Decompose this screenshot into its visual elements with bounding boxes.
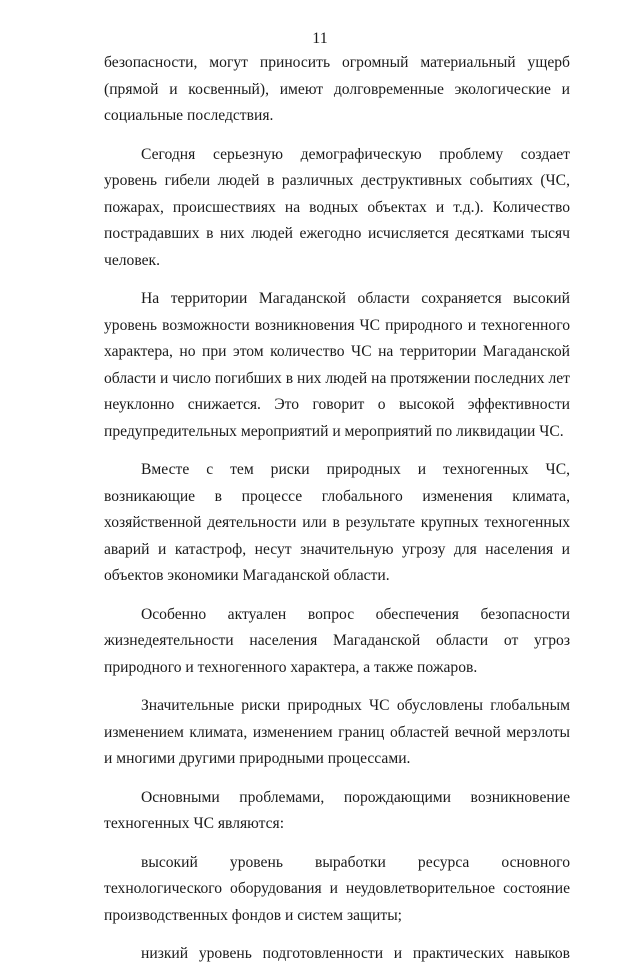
paragraph: Значительные риски природных ЧС обусловлены глобальным изменением климата, изменением границ областей вечной мерзлоты и многими другими природными процессами. (104, 697, 570, 767)
document-body (104, 50, 570, 968)
paragraph: высокий уровень выработки ресурса основного технологического оборудования и неудовлетворительное состояние производственных фондов и систем защиты; (104, 853, 570, 924)
page-number: 11 (312, 30, 328, 47)
paragraph: Сегодня серьезную демографическую проблему создает уровень гибели людей в различных деструктивных событиях (ЧС, пожарах, происшествиях на водных объектах и т.д.). Количество пострадавших в них людей ежегодно исчисляется десятками тысяч человек. (104, 145, 570, 269)
paragraph: На территории Магаданской области сохраняется высокий уровень возможности возникновения ЧС природного и техногенного характера, но при этом количество ЧС на территории Магаданской области и число погибших в них людей на протяжении последних лет неуклонно снижается. Это говорит о высокой эффективности предупредительных мероприятий и мероприятий по ликвидации ЧС. (104, 290, 570, 440)
paragraph: Особенно актуален вопрос обеспечения безопасности жизнедеятельности населения Магаданской области от угроз природного и техногенного характера, а также пожаров. (104, 605, 570, 676)
paragraph: Основными проблемами, порождающими возникновение техногенных ЧС являются: (104, 788, 570, 832)
paragraph: низкий уровень подготовленности и практических навыков (141, 945, 570, 962)
paragraph: безопасности, могут приносить огромный материальный ущерб (прямой и косвенный), имеют долговременные экологические и социальные последствия. (104, 54, 570, 124)
paragraph: Вместе с тем риски природных и техногенных ЧС, возникающие в процессе глобального изменения климата, хозяйственной деятельности или в результате крупных техногенных аварий и катастроф, несут значительную угрозу для населения и объектов экономики Магаданской области. (104, 461, 570, 584)
